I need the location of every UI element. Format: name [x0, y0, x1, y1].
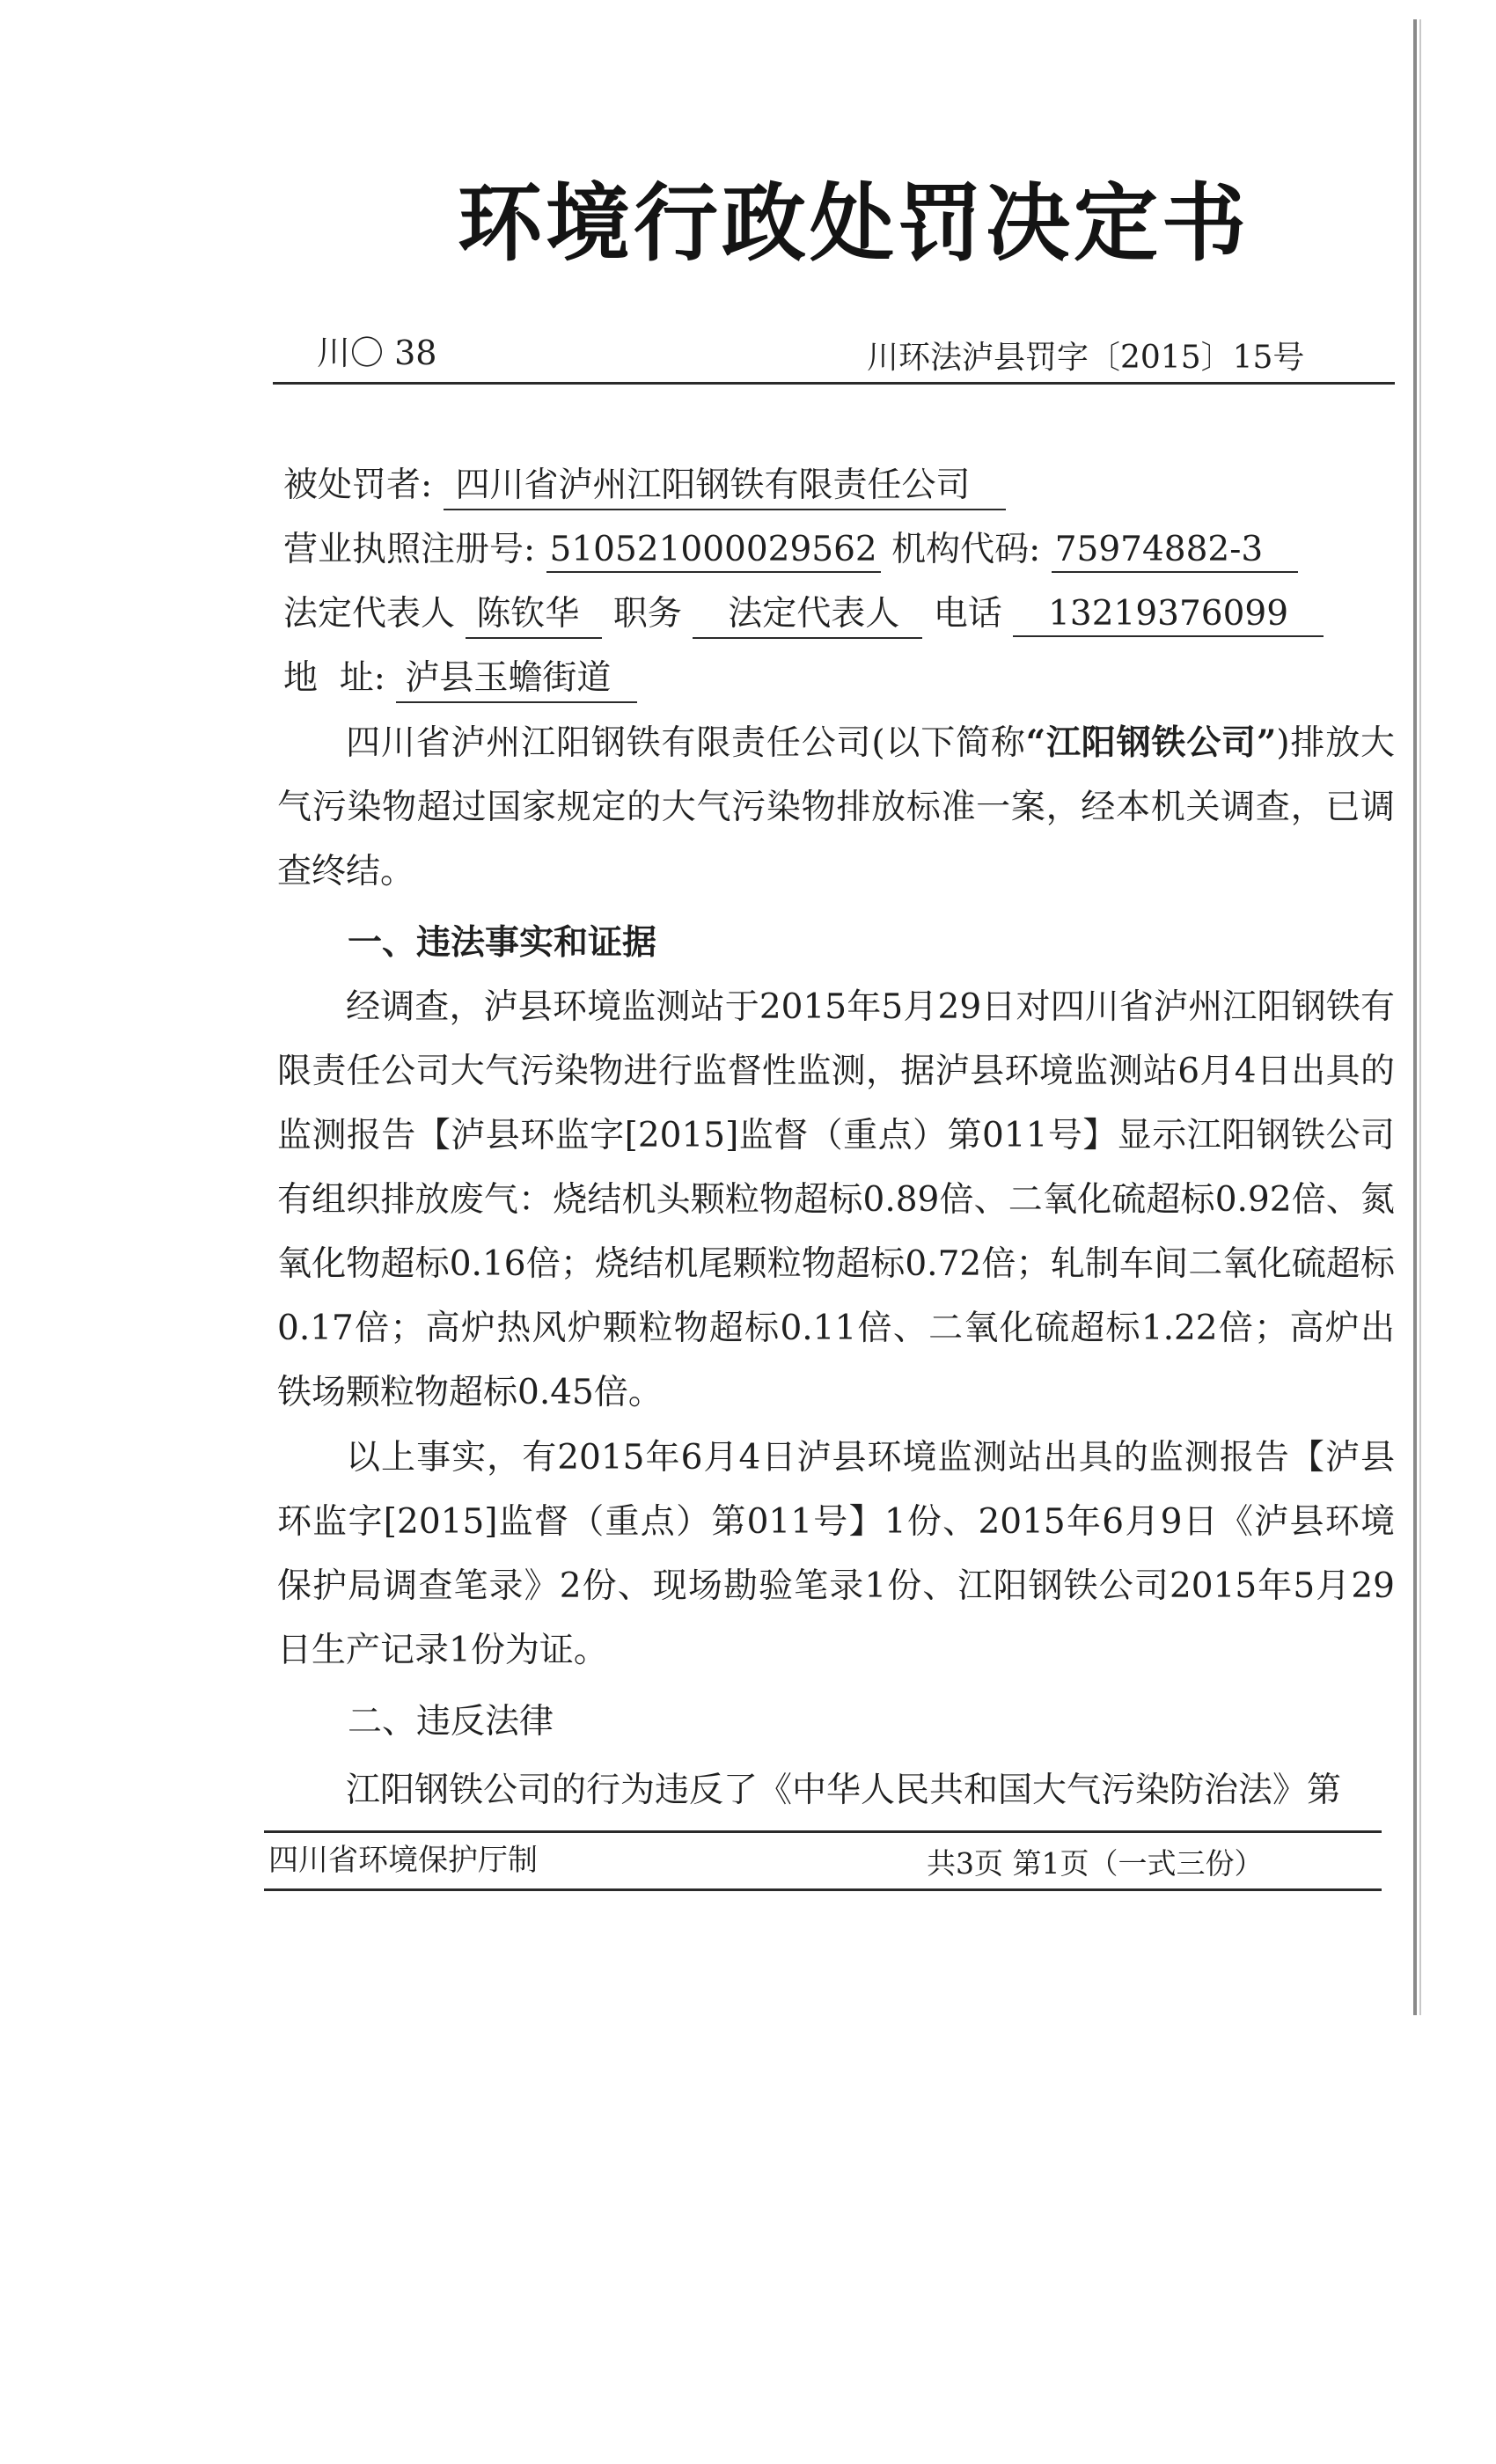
address-row: [283, 650, 637, 703]
penalized-party-row: [283, 458, 1006, 510]
footer-issuer: 四川省环境保护厅制: [268, 1843, 538, 1878]
address-value: 泸县玉蟾街道: [396, 650, 637, 703]
legal-rep-value: 陈钦华: [466, 586, 602, 639]
section-1-heading: 一、违法事实和证据: [348, 922, 657, 963]
intro-short-name: “江阳钢铁公司”: [1025, 722, 1277, 763]
org-code-value: 75974882-3: [1052, 530, 1299, 573]
scan-edge-line-inner: [1419, 19, 1421, 2015]
legal-rep-label: 法定代表人: [283, 594, 456, 634]
case-number: 川环法泸县罚字〔2015〕15号: [867, 340, 1305, 376]
intro-text-post: )排放大气污染物超过国家规定的大气污染物排放标准一案，经本机关调查，已调查终结。: [277, 723, 1396, 891]
address-label: 地 址:: [283, 658, 385, 698]
intro-paragraph: [277, 711, 1395, 904]
footer-divider-bottom: [264, 1888, 1382, 1891]
scan-edge-line: [1413, 19, 1417, 2015]
footer-page-info: 共3页 第1页（一式三份）: [927, 1846, 1264, 1881]
license-label: 营业执照注册号:: [283, 530, 536, 569]
document-serial: 川〇 38: [317, 334, 437, 372]
penalized-party-label: 被处罚者:: [283, 466, 433, 505]
section-2-heading: 二、违反法律: [348, 1702, 554, 1742]
phone-label: 电话: [933, 594, 1002, 634]
license-row: [283, 522, 1298, 573]
document-title: 环境行政处罚决定书: [458, 173, 1250, 273]
phone-value: 13219376099: [1013, 594, 1324, 637]
section-2-paragraph: 江阳钢铁公司的行为违反了《中华人民共和国大气污染防治法》第: [346, 1771, 1342, 1810]
section-1-facts-paragraph: 经调查，泸县环境监测站于2015年5月29日对四川省泸州江阳钢铁有限责任公司大气污染物进行监督性监测，据泸县环境监测站6月4日出具的监测报告【泸县环监字[2015]监督（重点）第011号】显示江阳钢铁公司有组织排放废气：烧结机头颗粒物超标0.89倍、二氧化硫超标0.92倍、氮氧化物超标0.16倍；烧结机尾颗粒物超标0.72倍；轧制车间二氧化硫超标0.17倍；高炉热风炉颗粒物超标0.11倍、二氧化硫超标1.22倍；高炉出铁场颗粒物超标0.45倍。: [277, 987, 1395, 1412]
footer-divider-top: [264, 1830, 1382, 1833]
penalized-party-value: 四川省泸州江阳钢铁有限责任公司: [444, 458, 1006, 510]
org-code-label: 机构代码:: [891, 530, 1041, 569]
section-1-evidence-paragraph: 以上事实，有2015年6月4日泸县环境监测站出具的监测报告【泸县环监字[2015]监督（重点）第011号】1份、2015年6月9日《泸县环境保护局调查笔录》2份、现场勘验笔录1份、江阳钢铁公司2015年5月29日生产记录1份为证。: [277, 1438, 1395, 1670]
intro-text-pre: 四川省泸州江阳钢铁有限责任公司(以下简称: [346, 723, 1026, 763]
license-value: 510521000029562: [546, 530, 881, 573]
header-divider: [273, 382, 1395, 385]
position-value: 法定代表人: [693, 586, 922, 639]
legal-rep-row: [283, 586, 1324, 639]
position-label: 职务: [612, 594, 682, 634]
